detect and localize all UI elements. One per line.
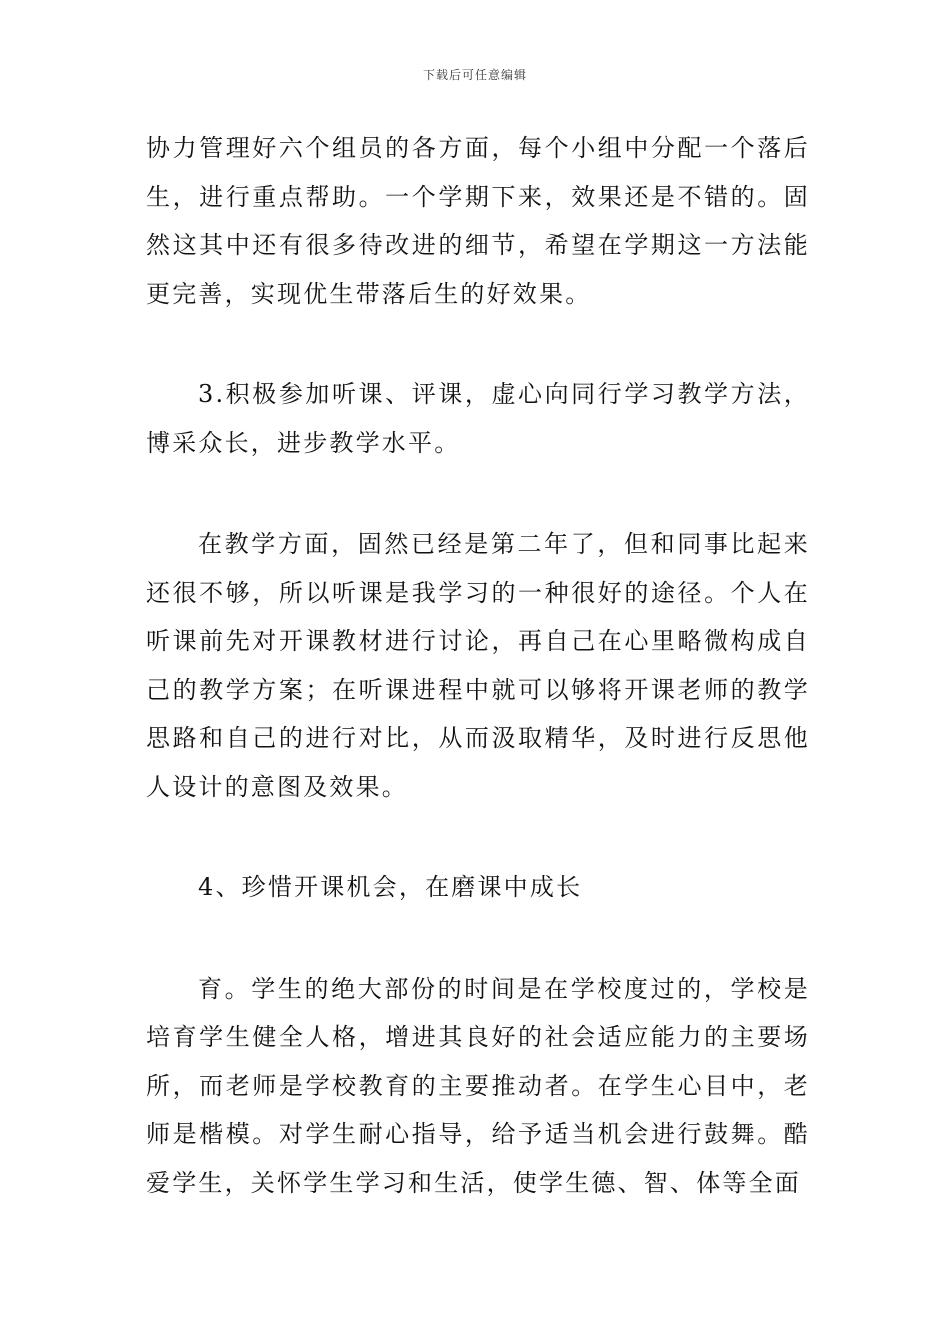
page-header-note: 下载后可任意编辑 xyxy=(422,68,527,82)
paragraph-item-4: 4、珍惜开课机会，在磨课中成长 xyxy=(198,873,583,901)
paragraph-item-3: 3.积极参加听课、评课，虚心向同行学习教学方法，博采众长，进步教学水平。 xyxy=(146,380,810,457)
paragraph-education: 育。学生的绝大部份的时间是在学校度过的，学校是培育学生健全人格，增进其良好的社会适应能力的主要场所，而老师是学校教育的主要推动者。在学生心目中，老师是楷模。对学生耐心指导，给予适当机会进行鼓舞。酷爱学生，关怀学生学习和生活，使学生德、智、体等全面 xyxy=(146,974,810,1197)
paragraph-continuation: 协力管理好六个组员的各方面，每个小组中分配一个落后生，进行重点帮助。一个学期下来，效果还是不错的。固然这其中还有很多待改进的细节，希望在学期这一方法能更完善，实现优生带落后生的好效果。 xyxy=(146,134,810,308)
paragraph-teaching: 在教学方面，固然已经是第二年了，但和同事比起来还很不够，所以听课是我学习的一种很好的途径。个人在听课前先对开课教材进行讨论，再自己在心里略微构成自己的教学方案；在听课进程中就可以够将开课老师的教学思路和自己的进行对比，从而汲取精华，及时进行反思他人设计的意图及效果。 xyxy=(146,530,810,801)
document-body xyxy=(146,124,810,1207)
